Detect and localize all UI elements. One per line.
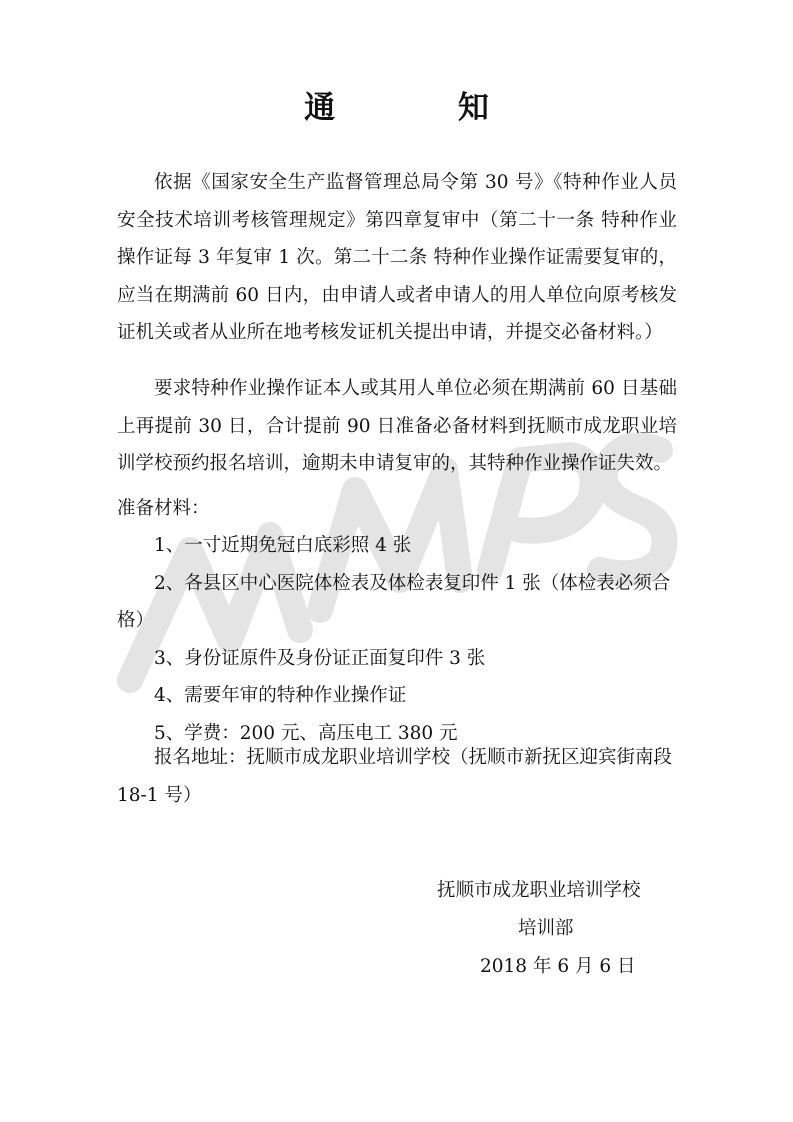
list-item: 5、学费：200 元、高压电工 380 元 [154,722,458,744]
signature-department: 培训部 [518,918,574,939]
regulation-paragraph: 依据《国家安全生产监督管理总局令第 30 号》《特种作业人员安全技术培训考核管理规定》第四章复审中（第二十一条 特种作业操作证每 3 年复审 1 次。第二十二条 特种作业操作证需要复审的，应当在期满前 60 日内，由申请人或者申请人的用人单位向原考核发证机关或者从业所在地考核发证机关提出申请，并提交必备材料。） [117,172,677,343]
list-item: 4、需要年审的特种作业操作证 [154,685,407,706]
requirement-paragraph: 要求特种作业操作证本人或其用人单位必须在期满前 60 日基础上再提前 30 日，合计提前 90 日准备必备材料到抚顺市成龙职业培训学校预约报名培训，逾期未申请复审的，其特种作业操作证失效。 [117,378,677,474]
materials-heading: 准备材料： [117,498,210,519]
materials-list [117,527,677,752]
list-item: 3、身份证原件及身份证正面复印件 3 张 [154,647,486,669]
signature-organization: 抚顺市成龙职业培训学校 [437,880,641,901]
list-item: 1、一寸近期免冠白底彩照 4 张 [154,535,412,556]
signature-date: 2018 年 6 月 6 日 [480,956,636,977]
registration-address: 报名地址：抚顺市成龙职业培训学校（抚顺市新抚区迎宾街南段 18-1 号） [117,747,673,806]
list-item: 2、各县区中心医院体检表及体检表复印件 1 张（体检表必须合格） [117,572,671,631]
page-title: 通 知 [304,90,545,126]
